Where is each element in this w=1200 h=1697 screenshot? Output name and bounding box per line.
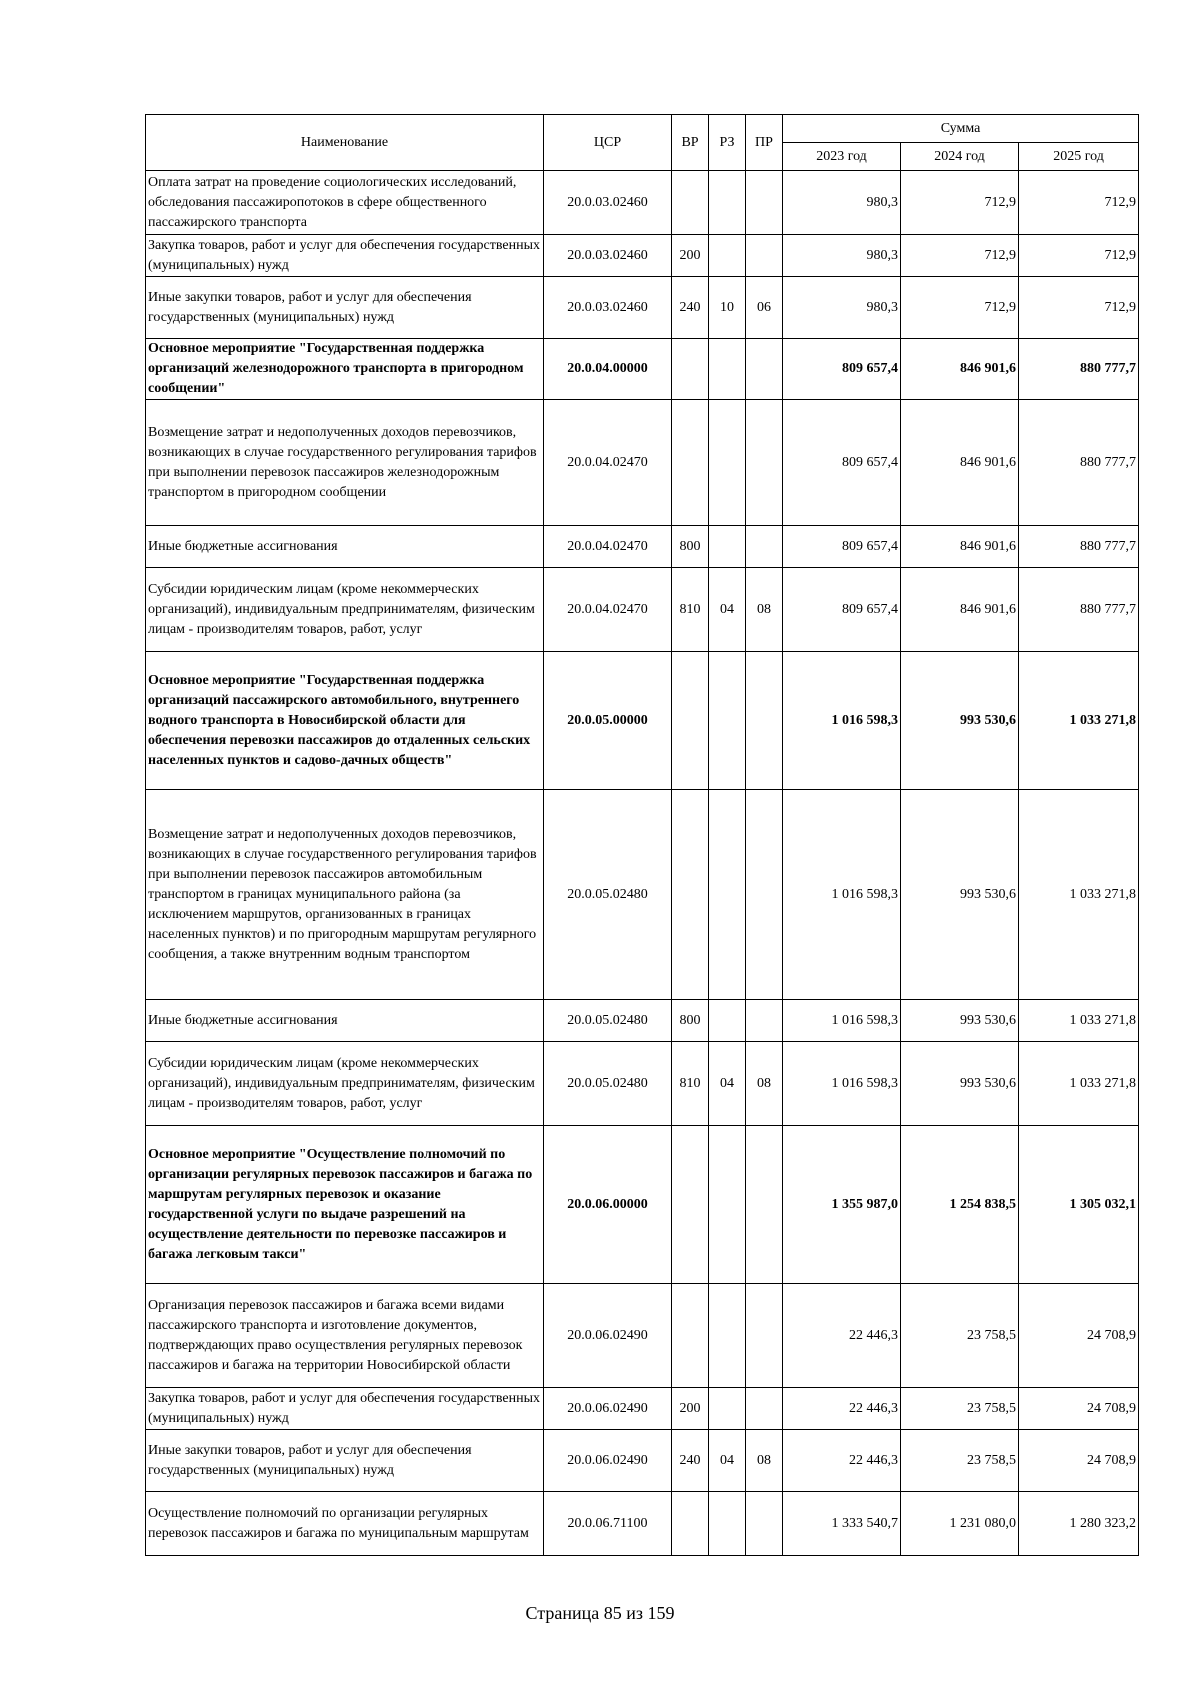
table-row xyxy=(146,339,1139,400)
cell-rz xyxy=(709,171,746,235)
cell-csr: 20.0.05.02480 xyxy=(544,790,672,1000)
cell-y2025: 1 033 271,8 xyxy=(1019,790,1139,1000)
cell-csr: 20.0.03.02460 xyxy=(544,235,672,277)
page-number: Страница 85 из 159 xyxy=(525,1603,675,1623)
cell-pr xyxy=(746,526,783,568)
cell-y2024: 846 901,6 xyxy=(901,400,1019,526)
cell-pr: 08 xyxy=(746,568,783,652)
cell-y2024: 23 758,5 xyxy=(901,1430,1019,1492)
budget-table xyxy=(145,114,1139,1556)
table-row xyxy=(146,1284,1139,1388)
cell-y2023: 1 016 598,3 xyxy=(783,652,901,790)
cell-pr: 08 xyxy=(746,1042,783,1126)
cell-pr xyxy=(746,1492,783,1556)
cell-name: Иные закупки товаров, работ и услуг для обеспечения государственных (муниципальных) нужд xyxy=(146,1430,544,1492)
table-row xyxy=(146,1492,1139,1556)
cell-csr: 20.0.04.02470 xyxy=(544,526,672,568)
cell-name: Иные бюджетные ассигнования xyxy=(146,526,544,568)
cell-rz: 04 xyxy=(709,568,746,652)
cell-name: Закупка товаров, работ и услуг для обеспечения государственных (муниципальных) нужд xyxy=(146,235,544,277)
cell-y2024: 993 530,6 xyxy=(901,1042,1019,1126)
cell-name: Закупка товаров, работ и услуг для обеспечения государственных (муниципальных) нужд xyxy=(146,1388,544,1430)
cell-rz: 04 xyxy=(709,1042,746,1126)
cell-y2023: 809 657,4 xyxy=(783,400,901,526)
cell-vr: 200 xyxy=(672,235,709,277)
table-body xyxy=(146,171,1139,1556)
cell-y2023: 1 016 598,3 xyxy=(783,790,901,1000)
cell-rz: 10 xyxy=(709,277,746,339)
table-row xyxy=(146,235,1139,277)
cell-y2025: 24 708,9 xyxy=(1019,1284,1139,1388)
cell-rz xyxy=(709,652,746,790)
cell-vr xyxy=(672,790,709,1000)
cell-y2025: 712,9 xyxy=(1019,235,1139,277)
cell-y2023: 1 016 598,3 xyxy=(783,1042,901,1126)
table-row xyxy=(146,277,1139,339)
cell-y2025: 712,9 xyxy=(1019,277,1139,339)
cell-y2023: 1 333 540,7 xyxy=(783,1492,901,1556)
cell-rz xyxy=(709,790,746,1000)
header-year-2024: 2024 год xyxy=(901,143,1019,171)
cell-name: Субсидии юридическим лицам (кроме некоммерческих организаций), индивидуальным предпринимателям, физическим лицам - производителям товаров, работ, услуг xyxy=(146,1042,544,1126)
cell-pr xyxy=(746,400,783,526)
cell-y2025: 1 033 271,8 xyxy=(1019,1042,1139,1126)
cell-y2023: 809 657,4 xyxy=(783,526,901,568)
cell-y2024: 846 901,6 xyxy=(901,339,1019,400)
cell-name: Основное мероприятие "Государственная поддержка организаций пассажирского автомобильного, внутреннего водного транспорта в Новосибирской области для обеспечения перевозки пассажиров до отдаленных сельских населенных пунктов и садово-дачных обществ" xyxy=(146,652,544,790)
cell-vr xyxy=(672,171,709,235)
table-row xyxy=(146,1388,1139,1430)
cell-vr xyxy=(672,652,709,790)
cell-name: Возмещение затрат и недополученных доходов перевозчиков, возникающих в случае государственного регулирования тарифов при выполнении перевозок пассажиров железнодорожным транспортом в пригородном сообщении xyxy=(146,400,544,526)
cell-y2023: 22 446,3 xyxy=(783,1284,901,1388)
table-row xyxy=(146,1430,1139,1492)
cell-y2025: 1 280 323,2 xyxy=(1019,1492,1139,1556)
cell-name: Иные закупки товаров, работ и услуг для обеспечения государственных (муниципальных) нужд xyxy=(146,277,544,339)
header-name: Наименование xyxy=(146,115,544,171)
cell-name: Осуществление полномочий по организации регулярных перевозок пассажиров и багажа по муниципальным маршрутам xyxy=(146,1492,544,1556)
cell-csr: 20.0.05.00000 xyxy=(544,652,672,790)
cell-y2025: 712,9 xyxy=(1019,171,1139,235)
cell-csr: 20.0.05.02480 xyxy=(544,1042,672,1126)
cell-pr xyxy=(746,1126,783,1284)
cell-y2023: 1 016 598,3 xyxy=(783,1000,901,1042)
cell-rz xyxy=(709,1492,746,1556)
cell-csr: 20.0.04.02470 xyxy=(544,400,672,526)
cell-y2024: 846 901,6 xyxy=(901,568,1019,652)
cell-y2024: 712,9 xyxy=(901,171,1019,235)
cell-rz xyxy=(709,1126,746,1284)
cell-rz xyxy=(709,235,746,277)
cell-csr: 20.0.06.00000 xyxy=(544,1126,672,1284)
cell-vr: 800 xyxy=(672,1000,709,1042)
cell-name: Основное мероприятие "Осуществление полномочий по организации регулярных перевозок пассажиров и багажа по маршрутам регулярных перевозок и оказание государственной услуги по выдаче разрешений на осуществление деятельности по перевозке пассажиров и багажа легковым такси" xyxy=(146,1126,544,1284)
cell-y2024: 23 758,5 xyxy=(901,1388,1019,1430)
cell-name: Основное мероприятие "Государственная поддержка организаций железнодорожного транспорта в пригородном сообщении" xyxy=(146,339,544,400)
cell-vr xyxy=(672,1284,709,1388)
cell-rz xyxy=(709,400,746,526)
table-row xyxy=(146,1126,1139,1284)
cell-pr xyxy=(746,790,783,1000)
header-vr: ВР xyxy=(672,115,709,171)
table-row xyxy=(146,652,1139,790)
header-csr: ЦСР xyxy=(544,115,672,171)
cell-y2023: 22 446,3 xyxy=(783,1388,901,1430)
cell-y2025: 880 777,7 xyxy=(1019,568,1139,652)
cell-y2024: 1 254 838,5 xyxy=(901,1126,1019,1284)
cell-y2024: 712,9 xyxy=(901,277,1019,339)
header-rz: РЗ xyxy=(709,115,746,171)
cell-pr xyxy=(746,1284,783,1388)
cell-vr xyxy=(672,339,709,400)
cell-csr: 20.0.04.00000 xyxy=(544,339,672,400)
cell-pr xyxy=(746,171,783,235)
cell-pr: 08 xyxy=(746,1430,783,1492)
cell-csr: 20.0.05.02480 xyxy=(544,1000,672,1042)
cell-y2024: 993 530,6 xyxy=(901,790,1019,1000)
cell-y2023: 980,3 xyxy=(783,235,901,277)
cell-y2023: 980,3 xyxy=(783,277,901,339)
cell-y2024: 993 530,6 xyxy=(901,1000,1019,1042)
cell-y2023: 809 657,4 xyxy=(783,339,901,400)
table-row xyxy=(146,171,1139,235)
table-header xyxy=(146,115,1139,171)
cell-name: Возмещение затрат и недополученных доходов перевозчиков, возникающих в случае государственного регулирования тарифов при выполнении перевозок пассажиров автомобильным транспортом в границах муниципального района (за исключением маршрутов, организованных в границах населенных пунктов) и по пригородным маршрутам регулярного сообщения, а также внутренним водным транспортом xyxy=(146,790,544,1000)
cell-y2024: 23 758,5 xyxy=(901,1284,1019,1388)
table-row xyxy=(146,526,1139,568)
cell-name: Субсидии юридическим лицам (кроме некоммерческих организаций), индивидуальным предпринимателям, физическим лицам - производителям товаров, работ, услуг xyxy=(146,568,544,652)
cell-vr xyxy=(672,1126,709,1284)
cell-y2025: 1 033 271,8 xyxy=(1019,1000,1139,1042)
table-row xyxy=(146,1000,1139,1042)
cell-vr: 810 xyxy=(672,568,709,652)
cell-rz: 04 xyxy=(709,1430,746,1492)
cell-pr xyxy=(746,339,783,400)
cell-vr xyxy=(672,1492,709,1556)
cell-csr: 20.0.06.71100 xyxy=(544,1492,672,1556)
cell-csr: 20.0.03.02460 xyxy=(544,171,672,235)
cell-y2025: 1 305 032,1 xyxy=(1019,1126,1139,1284)
cell-y2024: 993 530,6 xyxy=(901,652,1019,790)
cell-csr: 20.0.06.02490 xyxy=(544,1388,672,1430)
cell-pr xyxy=(746,1388,783,1430)
cell-rz xyxy=(709,339,746,400)
cell-y2024: 1 231 080,0 xyxy=(901,1492,1019,1556)
cell-y2024: 846 901,6 xyxy=(901,526,1019,568)
cell-y2023: 1 355 987,0 xyxy=(783,1126,901,1284)
cell-rz xyxy=(709,1388,746,1430)
cell-y2023: 809 657,4 xyxy=(783,568,901,652)
table-row xyxy=(146,568,1139,652)
table-row xyxy=(146,790,1139,1000)
cell-y2024: 712,9 xyxy=(901,235,1019,277)
cell-rz xyxy=(709,1284,746,1388)
cell-csr: 20.0.04.02470 xyxy=(544,568,672,652)
header-year-2023: 2023 год xyxy=(783,143,901,171)
cell-rz xyxy=(709,526,746,568)
cell-name: Организация перевозок пассажиров и багажа всеми видами пассажирского транспорта и изготовление документов, подтверждающих право осуществления регулярных перевозок пассажиров и багажа на территории Новосибирской области xyxy=(146,1284,544,1388)
cell-pr xyxy=(746,652,783,790)
cell-csr: 20.0.06.02490 xyxy=(544,1430,672,1492)
cell-y2025: 24 708,9 xyxy=(1019,1430,1139,1492)
cell-name: Иные бюджетные ассигнования xyxy=(146,1000,544,1042)
cell-y2023: 980,3 xyxy=(783,171,901,235)
cell-csr: 20.0.03.02460 xyxy=(544,277,672,339)
cell-vr: 240 xyxy=(672,277,709,339)
header-sum: Сумма xyxy=(783,115,1139,143)
cell-vr: 200 xyxy=(672,1388,709,1430)
cell-rz xyxy=(709,1000,746,1042)
cell-vr: 810 xyxy=(672,1042,709,1126)
cell-name: Оплата затрат на проведение социологических исследований, обследования пассажиропотоков в сфере общественного пассажирского транспорта xyxy=(146,171,544,235)
cell-vr: 800 xyxy=(672,526,709,568)
cell-vr xyxy=(672,400,709,526)
cell-y2025: 880 777,7 xyxy=(1019,400,1139,526)
cell-vr: 240 xyxy=(672,1430,709,1492)
cell-y2025: 880 777,7 xyxy=(1019,526,1139,568)
cell-y2025: 880 777,7 xyxy=(1019,339,1139,400)
cell-y2025: 1 033 271,8 xyxy=(1019,652,1139,790)
header-pr: ПР xyxy=(746,115,783,171)
cell-y2023: 22 446,3 xyxy=(783,1430,901,1492)
header-year-2025: 2025 год xyxy=(1019,143,1139,171)
cell-pr xyxy=(746,235,783,277)
cell-y2025: 24 708,9 xyxy=(1019,1388,1139,1430)
cell-csr: 20.0.06.02490 xyxy=(544,1284,672,1388)
cell-pr: 06 xyxy=(746,277,783,339)
table-row xyxy=(146,1042,1139,1126)
cell-pr xyxy=(746,1000,783,1042)
table-row xyxy=(146,400,1139,526)
